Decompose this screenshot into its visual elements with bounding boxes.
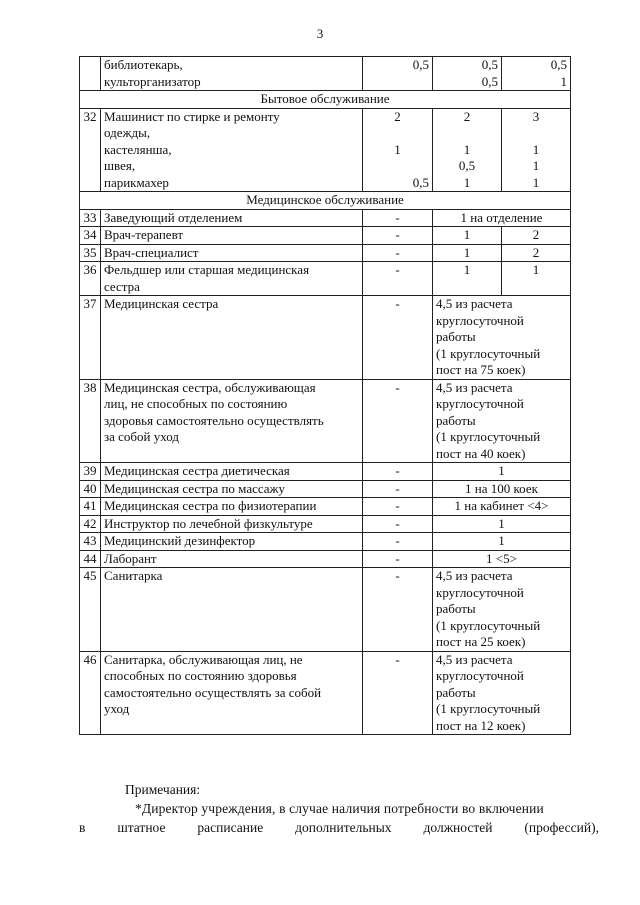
position-name: Медицинская сестра, обслуживающая лиц, не способных по состоянию здоровья самостоятельно осуществлять за собой уход xyxy=(101,379,363,463)
value-cell: - xyxy=(363,550,433,568)
table-row xyxy=(80,533,571,551)
position-name: Лаборант xyxy=(101,550,363,568)
position-name: Медицинская сестра xyxy=(101,296,363,380)
value-cell: - xyxy=(363,209,433,227)
position-name: Медицинская сестра диетическая xyxy=(101,463,363,481)
table-row xyxy=(80,209,571,227)
value-cell: 1 на 100 коек xyxy=(433,480,571,498)
value-cell: - xyxy=(363,379,433,463)
row-number: 39 xyxy=(80,463,101,481)
position-name: Врач-терапевт xyxy=(101,227,363,245)
position-name: Медицинский дезинфектор xyxy=(101,533,363,551)
row-number: 38 xyxy=(80,379,101,463)
row-number: 44 xyxy=(80,550,101,568)
table-row xyxy=(80,296,571,380)
value-cell: 4,5 из расчета круглосуточной работы (1 круглосуточный пост на 12 коек) xyxy=(433,651,571,735)
value-cell: 2 xyxy=(502,244,571,262)
value-cell: 1 xyxy=(433,227,502,245)
row-number: 37 xyxy=(80,296,101,380)
value-cell: - xyxy=(363,463,433,481)
row-number: 33 xyxy=(80,209,101,227)
table-row xyxy=(80,244,571,262)
row-number: 43 xyxy=(80,533,101,551)
table-row xyxy=(80,108,571,192)
table-row xyxy=(80,262,571,296)
value-cell: - xyxy=(363,498,433,516)
position-name: библиотекарь, культорганизатор xyxy=(101,57,363,91)
position-name: Санитарка xyxy=(101,568,363,652)
row-number: 45 xyxy=(80,568,101,652)
value-cell: 2 xyxy=(502,227,571,245)
value-cell: 2 1 0,5 xyxy=(363,108,433,192)
page-number: 3 xyxy=(316,26,324,41)
position-name: Медицинская сестра по массажу xyxy=(101,480,363,498)
row-number: 40 xyxy=(80,480,101,498)
value-cell: 1 xyxy=(502,262,571,296)
value-cell: 2 1 0,5 1 xyxy=(433,108,502,192)
value-cell: - xyxy=(363,262,433,296)
value-cell: 1 xyxy=(433,515,571,533)
position-name: Заведующий отделением xyxy=(101,209,363,227)
notes-paragraph-line: *Директор учреждения, в случае наличия потребности во включении xyxy=(135,801,544,816)
value-cell: - xyxy=(363,296,433,380)
table-row xyxy=(80,550,571,568)
value-cell: - xyxy=(363,568,433,652)
position-name: Инструктор по лечебной физкультуре xyxy=(101,515,363,533)
value-cell: - xyxy=(363,480,433,498)
value-cell: 4,5 из расчета круглосуточной работы (1 круглосуточный пост на 25 коек) xyxy=(433,568,571,652)
row-number: 35 xyxy=(80,244,101,262)
value-cell: 0,5 xyxy=(363,57,433,91)
value-cell: 1 xyxy=(433,533,571,551)
notes-paragraph-line: в штатное расписание дополнительных должностей (профессий), xyxy=(79,820,599,835)
table-row xyxy=(80,498,571,516)
section-row xyxy=(80,192,571,210)
value-cell: 1 на кабинет <4> xyxy=(433,498,571,516)
value-cell: 0,5 1 xyxy=(502,57,571,91)
row-number: 41 xyxy=(80,498,101,516)
position-name: Машинист по стирке и ремонту одежды, кастелянша, швея, парикмахер xyxy=(101,108,363,192)
notes-section xyxy=(79,780,599,837)
value-cell: 3 1 1 1 xyxy=(502,108,571,192)
table-row xyxy=(80,227,571,245)
row-number: 32 xyxy=(80,108,101,192)
table-row xyxy=(80,480,571,498)
position-name: Фельдшер или старшая медицинская сестра xyxy=(101,262,363,296)
staffing-table xyxy=(79,56,571,735)
value-cell: - xyxy=(363,227,433,245)
value-cell: 1 на отделение xyxy=(433,209,571,227)
value-cell: - xyxy=(363,515,433,533)
row-number: 34 xyxy=(80,227,101,245)
position-name: Санитарка, обслуживающая лиц, не способных по состоянию здоровья самостоятельно осуществлять за собой уход xyxy=(101,651,363,735)
value-cell: 4,5 из расчета круглосуточной работы (1 круглосуточный пост на 40 коек) xyxy=(433,379,571,463)
table-row xyxy=(80,379,571,463)
value-cell: - xyxy=(363,244,433,262)
value-cell: 1 xyxy=(433,262,502,296)
table-row xyxy=(80,57,571,91)
value-cell: - xyxy=(363,651,433,735)
table-row xyxy=(80,463,571,481)
row-number: 36 xyxy=(80,262,101,296)
position-name: Медицинская сестра по физиотерапии xyxy=(101,498,363,516)
value-cell: 1 xyxy=(433,463,571,481)
notes-title: Примечания: xyxy=(125,782,201,797)
position-name: Врач-специалист xyxy=(101,244,363,262)
table-row xyxy=(80,515,571,533)
table-row xyxy=(80,651,571,735)
section-row xyxy=(80,91,571,109)
row-number: 42 xyxy=(80,515,101,533)
value-cell: 4,5 из расчета круглосуточной работы (1 круглосуточный пост на 75 коек) xyxy=(433,296,571,380)
value-cell: 1 xyxy=(433,244,502,262)
value-cell: - xyxy=(363,533,433,551)
row-number: 46 xyxy=(80,651,101,735)
value-cell: 0,5 0,5 xyxy=(433,57,502,91)
value-cell: 1 <5> xyxy=(433,550,571,568)
section-title: Медицинское обслуживание xyxy=(80,192,571,210)
table-row xyxy=(80,568,571,652)
section-title: Бытовое обслуживание xyxy=(80,91,571,109)
